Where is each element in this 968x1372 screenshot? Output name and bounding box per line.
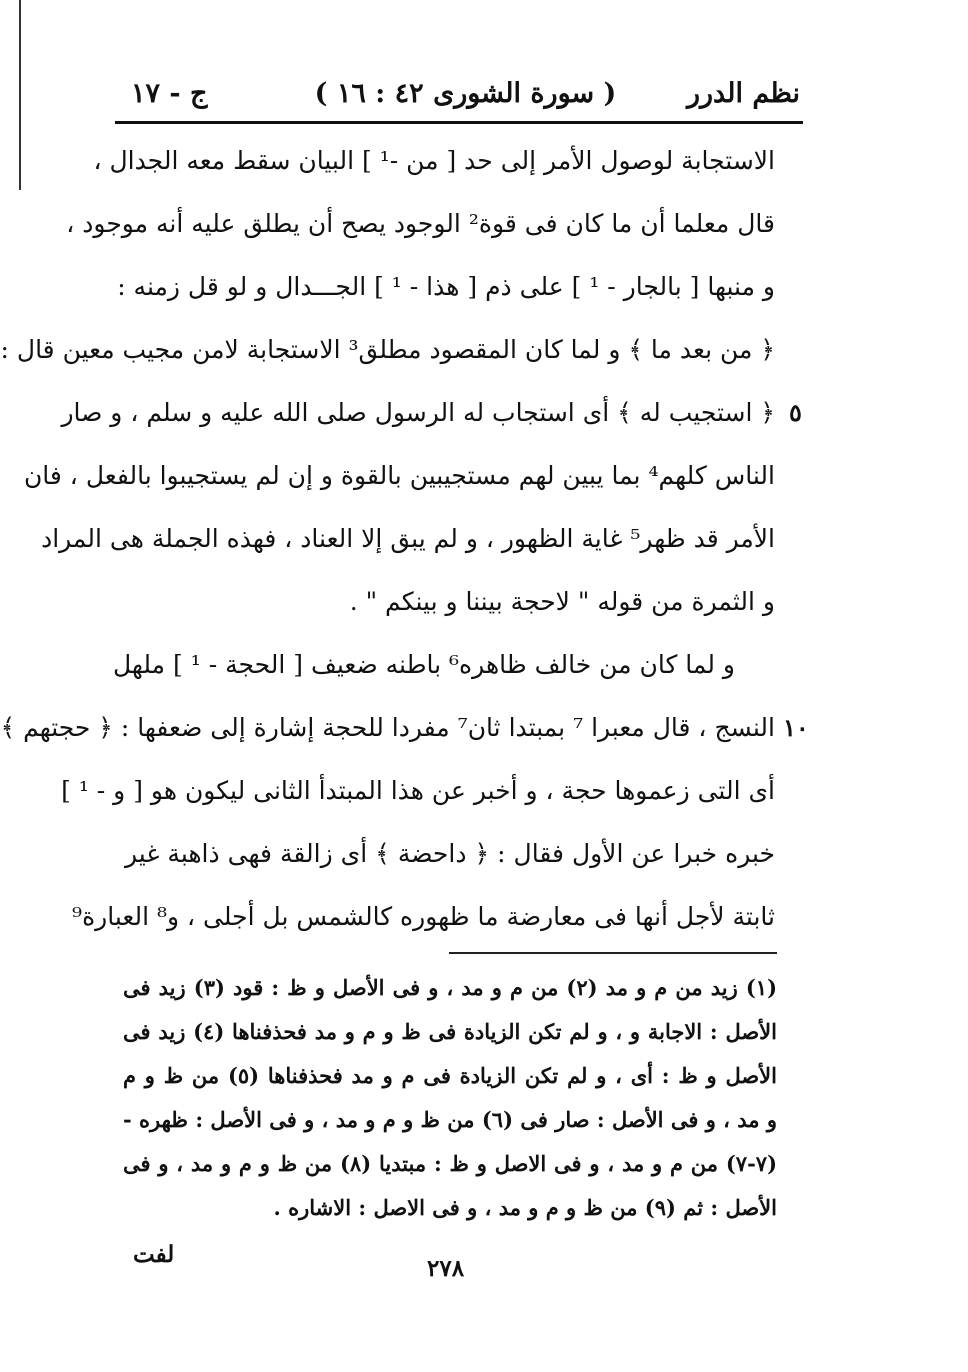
margin-line-number-10: ١٠: [783, 713, 809, 742]
body-line: أى التى زعموها حجة ، و أخبر عن هذا المبتدأ الثانى ليكون هو [ و - ¹ ]: [61, 776, 775, 805]
footnote-line: (٧-٧) من م و مد ، و فى الاصل و ظ : مبتديا (٨) من ظ و م و مد ، و فى: [123, 1151, 777, 1176]
footnote-line: و مد ، و فى الأصل : صار فى (٦) من ظ و م و مد ، و فى الأصل : ظهره -: [123, 1107, 777, 1132]
footnote-line: الأصل و ظ : أى ، و لم تكن الزيادة فى م و مد فحذفناها (٥) من ظ و م: [123, 1063, 777, 1088]
header-rule: [115, 121, 803, 124]
footnote-line: الأصل : ثم (٩) من ظ و م و مد ، و فى الاصل : الاشاره .: [273, 1195, 777, 1220]
body-line: ﴿ استجيب له ﴾ أى استجاب له الرسول صلى الله عليه و سلم ، و صار: [61, 398, 775, 427]
header-book-title: نظم الدرر: [686, 78, 800, 109]
footnote-separator: [449, 952, 777, 954]
margin-line-number-5: ٥: [789, 398, 802, 427]
catchword: لفت: [133, 1241, 175, 1268]
header-surah-reference: ( سورة الشورى ٤٢ : ١٦ ): [314, 78, 617, 109]
footnote-line: الأصل : الاجابة و ، و لم تكن الزيادة فى ظ و م و مد فحذفناها (٤) زيد فى: [123, 1019, 777, 1044]
running-header: [131, 72, 800, 116]
body-line: و لما كان من خالف ظاهره⁶ باطنه ضعيف [ الحجة - ¹ ] ملهل: [112, 650, 735, 679]
body-line: الناس كلهم⁴ بما يبين لهم مستجيبين بالقوة و إن لم يستجيبوا بالفعل ، فان: [23, 461, 775, 490]
page-number: ٢٧٨: [427, 1255, 465, 1282]
body-line: الأمر قد ظهر⁵ غاية الظهور ، و لم يبق إلا العناد ، فهذه الجملة هى المراد: [41, 524, 775, 553]
body-line: ﴿ من بعد ما ﴾ و لما كان المقصود مطلق³ الاستجابة لامن مجيب معين قال :: [0, 335, 775, 364]
scan-edge-line: [19, 0, 21, 190]
header-volume: ج - ١٧: [131, 78, 208, 109]
body-line: النسج ، قال معبرا ⁷ بمبتدا ثان⁷ مفردا للحجة إشارة إلى ضعفها : ﴿ حجتهم ﴾: [0, 713, 775, 742]
main-text-body: [0, 129, 775, 948]
footnotes-block: [123, 966, 777, 1230]
body-line: الاستجابة لوصول الأمر إلى حد [ من -¹ ] البيان سقط معه الجدال ،: [93, 146, 775, 175]
body-line: قال معلما أن ما كان فى قوة² الوجود يصح أن يطلق عليه أنه موجود ،: [66, 209, 775, 238]
footnote-line: (١) زيد من م و مد (٢) من م و مد ، و فى الأصل و ظ : قود (٣) زيد فى: [123, 975, 778, 1000]
body-line: خبره خبرا عن الأول فقال : ﴿ داحضة ﴾ أى زالقة فهى ذاهبة غير: [125, 839, 775, 868]
body-line: و الثمرة من قوله " لاحجة بيننا و بينكم " .: [349, 587, 775, 616]
body-line: ثابتة لأجل أنها فى معارضة ما ظهوره كالشمس بل أجلى ، و⁸ العبارة⁹: [72, 902, 775, 931]
body-line: و منبها [ بالجار - ¹ ] على ذم [ هذا - ¹ ] الجـــدال و لو قل زمنه :: [117, 272, 775, 301]
